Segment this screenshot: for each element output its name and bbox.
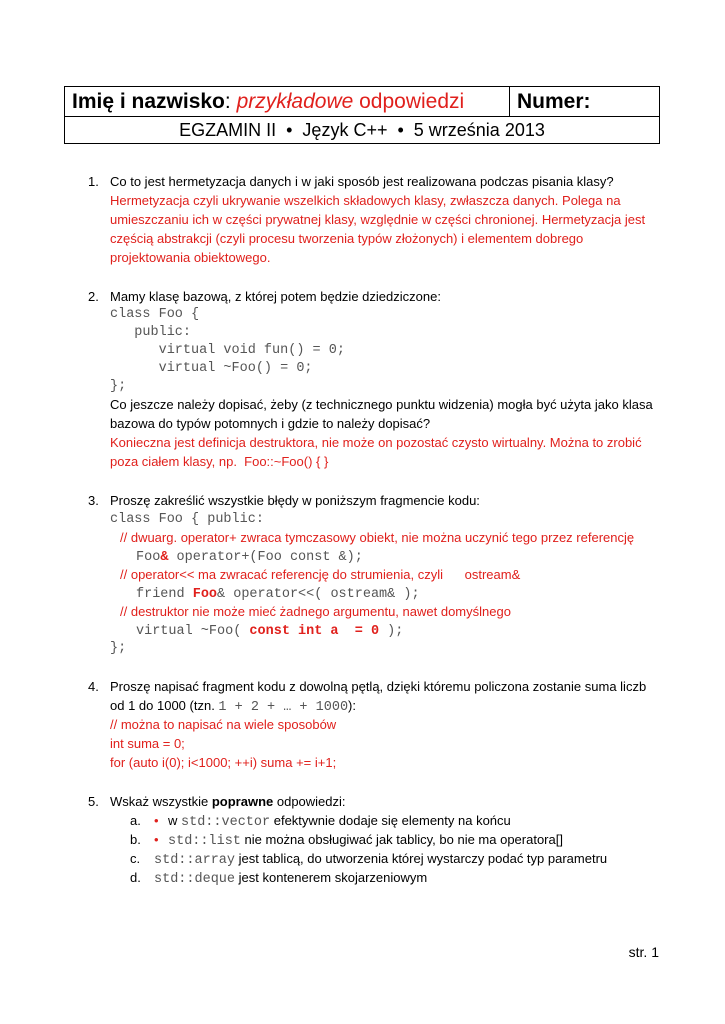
correct-mark: • bbox=[154, 813, 159, 828]
question-text: Mamy klasę bazową, z której potem będzie dziedziczone: bbox=[110, 289, 441, 304]
answer-line: Hermetyzacja czyli ukrywanie wszelkich składowych klasy, zwłaszcza danych. Polega na bbox=[110, 193, 621, 208]
code-line: class Foo { bbox=[110, 307, 200, 322]
question-text: Co jeszcze należy dopisać, żeby (z technicznego punktu widzenia) mogła być użyta jako klasa bbox=[110, 397, 653, 412]
question-text: Wskaż wszystkie poprawne odpowiedzi: bbox=[110, 794, 346, 809]
name-value: odpowiedzi bbox=[353, 89, 465, 113]
question-text: Co to jest hermetyzacja danych i w jaki sposób jest realizowana podczas pisania klasy? bbox=[110, 174, 614, 189]
answer-line: for (auto i(0); i<1000; ++i) suma += i+1; bbox=[110, 755, 337, 770]
code-line: virtual ~Foo( const int a = 0 ); bbox=[136, 624, 404, 639]
question-number: 1. bbox=[88, 174, 99, 189]
question-text: bazowa do typów potomnych i gdzie to należy dopisać? bbox=[110, 416, 431, 431]
code-line: }; bbox=[110, 379, 127, 394]
code-line: Foo& operator+(Foo const &); bbox=[136, 550, 363, 565]
question-number: 4. bbox=[88, 679, 99, 694]
option-a: a. • w std::vector efektywnie dodaje się elementy na końcu bbox=[130, 813, 511, 830]
question-number: 5. bbox=[88, 794, 99, 809]
exam-title: EGZAMIN II • Język C++ • 5 września 2013 bbox=[65, 117, 660, 144]
error-comment: // operator<< ma zwracać referencję do strumienia, czyli ostream& bbox=[120, 567, 521, 582]
code-line: virtual ~Foo() = 0; bbox=[110, 361, 313, 376]
answer-line: częścią abstrakcji (czyli procesu tworzenia typów złożonych) i elementem dobrego bbox=[110, 231, 584, 246]
name-label: Imię i nazwisko bbox=[72, 89, 225, 113]
name-italic: przykładowe bbox=[236, 89, 354, 113]
name-cell bbox=[65, 87, 510, 117]
header-table bbox=[64, 86, 660, 144]
page-number: str. 1 bbox=[628, 944, 659, 960]
answer-line: projektowania obiektowego. bbox=[110, 250, 271, 265]
code-line: class Foo { public: bbox=[110, 512, 264, 527]
code-line: friend Foo& operator<<( ostream& ); bbox=[136, 587, 420, 602]
number-label: Numer: bbox=[510, 87, 660, 117]
option-c: c. std::array jest tablicą, do utworzenia której wystarczy podać typ parametru bbox=[130, 851, 608, 868]
error-mark: Foo bbox=[192, 587, 218, 602]
question-text: od 1 do 1000 (tzn. 1 + 2 + … + 1000): bbox=[110, 698, 356, 715]
error-comment: // destruktor nie może mieć żadnego argumentu, nawet domyślnego bbox=[120, 604, 511, 619]
answer-line: int suma = 0; bbox=[110, 736, 185, 751]
error-mark: const int a = 0 bbox=[249, 624, 380, 639]
code-line: virtual void fun() = 0; bbox=[110, 343, 345, 358]
option-b: b. • std::list nie można obsługiwać jak tablicy, bo nie ma operatora[] bbox=[130, 832, 563, 849]
option-d: d. std::deque jest kontenerem skojarzeniowym bbox=[130, 870, 428, 887]
error-mark: & bbox=[160, 550, 169, 565]
correct-mark: • bbox=[154, 832, 159, 847]
question-text: Proszę napisać fragment kodu z dowolną pętlą, dzięki któremu policzona zostanie suma liczb bbox=[110, 679, 647, 694]
answer-line: poza ciałem klasy, np. Foo::~Foo() { } bbox=[110, 454, 329, 469]
answer-line: // można to napisać na wiele sposobów bbox=[110, 717, 337, 732]
answer-line: Konieczna jest definicja destruktora, nie może on pozostać czysto wirtualny. Można to zrobić bbox=[110, 435, 642, 450]
error-comment: // dwuarg. operator+ zwraca tymczasowy obiekt, nie można uczynić tego przez referencję bbox=[120, 530, 635, 545]
question-number: 3. bbox=[88, 493, 99, 508]
code-line: }; bbox=[110, 641, 127, 656]
question-text: Proszę zakreślić wszystkie błędy w poniższym fragmencie kodu: bbox=[110, 493, 480, 508]
question-number: 2. bbox=[88, 289, 99, 304]
code-line: public: bbox=[110, 325, 192, 340]
answer-line: umieszczaniu ich w części prywatnej klasy, względnie w części chronionej. Hermetyzacja jest bbox=[110, 212, 646, 227]
name-sep: : bbox=[224, 89, 237, 113]
